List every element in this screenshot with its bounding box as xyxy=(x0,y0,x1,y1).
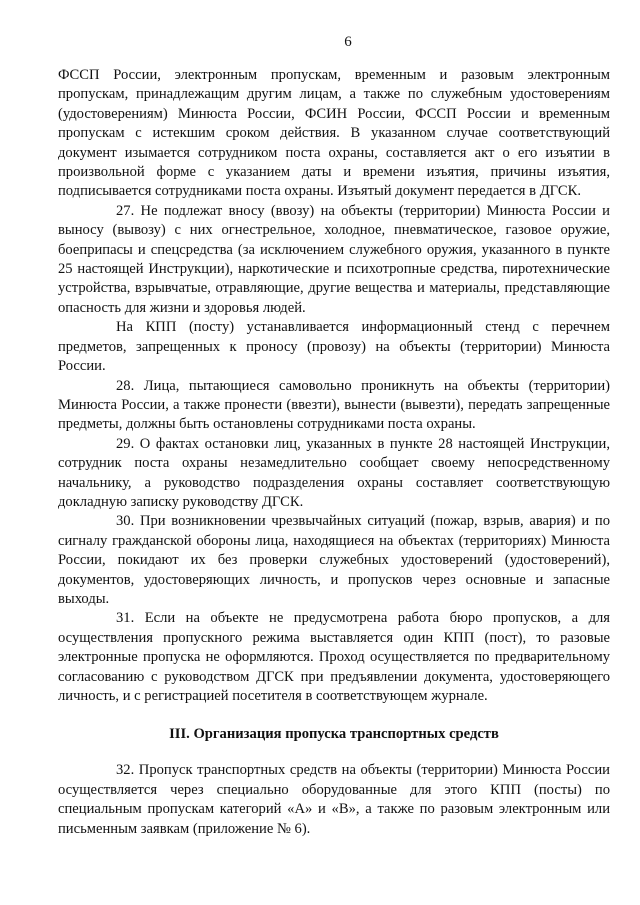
paragraph-info-stand: На КПП (посту) устанавливается информационный стенд с перечнем предметов, запрещенных к проносу (провозу) на объекты (территории) Минюста России. xyxy=(58,319,610,375)
paragraph-31: 31. Если на объекте не предусмотрена работа бюро пропусков, а для осуществления пропускного режима выставляется один КПП (пост), то разовые электронные пропуска не оформляются. Проход осуществляется по предварительному согласованию с руководством ДГСК при предъявлении документа, удостоверяющего личность, и с регистрацией посетителя в соответствующем журнале. xyxy=(58,610,610,704)
paragraph-30: 30. При возникновении чрезвычайных ситуаций (пожар, взрыв, авария) и по сигналу гражданской обороны лица, находящиеся на объектах (территориях) Минюста России, покидают их без проверки служебных удостоверений (удостоверений), документов, удостоверяющих личность, и пропусков через основные и запасные выходы. xyxy=(58,513,610,607)
paragraph-28: 28. Лица, пытающиеся самовольно проникнуть на объекты (территории) Минюста России, а также пронести (ввезти), вынести (вывезти), передать запрещенные предметы, должны быть остановлены сотрудниками поста охраны. xyxy=(58,377,610,433)
page-number: 6 xyxy=(344,34,352,50)
paragraph-29: 29. О фактах остановки лиц, указанных в пункте 28 настоящей Инструкции, сотрудник поста охраны незамедлительно сообщает своему непосредственному начальнику, а руководство подразделения охраны составляет соответствующую докладную записку руководству ДГСК. xyxy=(58,435,610,510)
paragraph-continuation: ФССП России, электронным пропускам, временным и разовым электронным пропускам, принадлежащим другим лицам, а также по служебным удостоверениям (удостоверениям) Минюста России, ФСИН России, ФССП России и временным пропускам с истекшим сроком действия. В указанном случае соответствующий документ изымается сотрудником поста охраны, составляется акт о его изъятии в произвольной форме с указанием даты и времени изъятия, причины изъятия, подписывается сотрудниками поста охраны. Изъятый документ передается в ДГСК. xyxy=(58,67,610,200)
paragraph-27: 27. Не подлежат вносу (ввозу) на объекты (территории) Минюста России и выносу (вывозу) с них огнестрельное, холодное, пневматическое, газовое оружие, боеприпасы и спецсредства (за исключением служебного оружия, указанного в пункте 25 настоящей Инструкции), наркотические и психотропные средства, пиротехнические устройства, взрывчатые, отравляющие, другие вещества и материалы, представляющие опасность для жизни и здоровья людей. xyxy=(58,202,610,316)
section-heading: III. Организация пропуска транспортных средств xyxy=(169,726,499,743)
paragraph-32: 32. Пропуск транспортных средств на объекты (территории) Минюста России осуществляется через специально оборудованные для этого КПП (посты) по специальным пропускам категорий «А» и «В», а также по разовым электронным или письменным заявкам (приложение № 6). xyxy=(58,762,610,837)
